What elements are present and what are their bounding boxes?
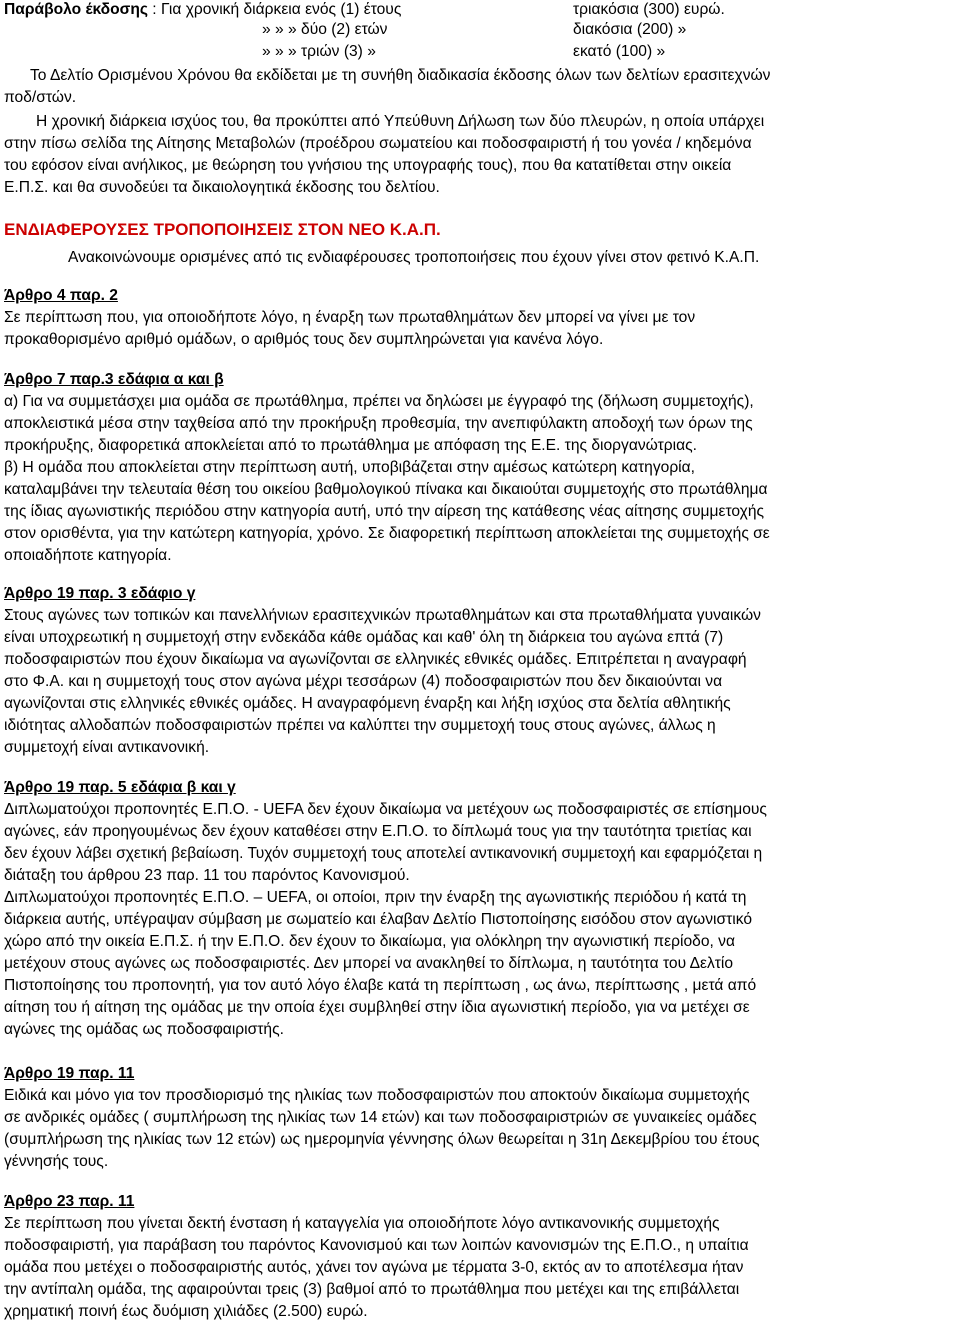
paragraph-line: αγώνες, εάν προηγουμένως δεν έχουν καταθέσει στην Ε.Π.Ο. το δίπλωμά τους για την ταυτότητα τριετίας και	[4, 823, 752, 840]
paragraph-line: ποδ/στών.	[4, 89, 77, 106]
paragraph-line: είναι υποχρεωτική η συμμετοχή στην ενδεκάδα κάθε ομάδας και καθ' όλη τη διάρκεια του αγώνα επτά (7)	[4, 629, 724, 646]
paragraph-line: στον ορισθέντα, για την κατώτερη κατηγορία, χρόνο. Σε διαφορετική περίπτωση αποκλείεται της συμμετοχής σε	[4, 525, 770, 542]
paragraph-line: δεν έχουν λάβει σχετική βεβαίωση. Τυχόν συμμετοχή τους αποτελεί αντικανονική συμμετοχή και εφαρμόζεται η	[4, 845, 763, 862]
paragraph-line: β) Η ομάδα που αποκλείεται στην περίπτωση αυτή, υποβιβάζεται στην αμέσως κατώτερη κατηγορία,	[4, 459, 695, 476]
paragraph-line: Σε περίπτωση που, για οποιοδήποτε λόγο, η έναρξη των πρωταθλημάτων δεν μπορεί να γίνει με τον	[4, 309, 696, 326]
paragraph-line: αγώνες της ομάδας ως ποδοσφαιριστής.	[4, 1021, 284, 1038]
article-title: Άρθρο 19 παρ. 11	[4, 1065, 135, 1082]
fee-row-1	[4, 0, 401, 20]
fee-row-2: » » » δύο (2) ετών	[262, 21, 388, 38]
paragraph-line: του εφόσον είναι ανήλικος, με θεώρηση του γνήσιου της υπογραφής τους), που θα κατατίθεται στην οικεία	[4, 157, 732, 174]
article-title: Άρθρο 19 παρ. 5 εδάφια β και γ	[4, 779, 236, 796]
article-title: Άρθρο 7 παρ.3 εδάφια α και β	[4, 371, 224, 388]
article-title: Άρθρο 19 παρ. 3 εδάφιο γ	[4, 585, 196, 602]
paragraph-line: στην πίσω σελίδα της Αίτησης Μεταβολών (προέδρου σωματείου και ποδοσφαιριστή ή του γονέα / κηδεμόνα	[4, 135, 752, 152]
paragraph-line: α) Για να συμμετάσχει μια ομάδα σε πρωτάθλημα, πρέπει να δηλώσει με έγγραφό της (δήλωση συμμετοχής),	[4, 393, 754, 410]
paragraph-line: Ειδικά και μόνο για τον προσδιορισμό της ηλικίας των ποδοσφαιριστών που αποκτούν δικαίωμα συμμετοχής	[4, 1087, 750, 1104]
paragraph-line: Ε.Π.Σ. και θα συνοδεύει τα δικαιολογητικά έκδοσης του δελτίου.	[4, 179, 440, 196]
paragraph-line: Διπλωματούχοι προπονητές Ε.Π.Ο. – UEFA, οι οποίοι, πριν την έναρξη της αγωνιστικής περιόδου ή κατά τη	[4, 889, 747, 906]
paragraph-line: διάταξη του άρθρου 23 παρ. 11 του παρόντος Κανονισμού.	[4, 867, 410, 884]
fee-amount-3: εκατό (100) »	[573, 43, 666, 60]
paragraph-line: ιδιότητας αλλοδαπών ποδοσφαιριστών πρέπει να καλύπτει την συμμετοχή τους στους αγώνες, άλλως η	[4, 717, 716, 734]
paragraph-line: στο Φ.Α. και η συμμετοχή τους στον αγώνα μέχρι τεσσάρων (4) ποδοσφαιριστών που δεν δικαιούνται να	[4, 673, 723, 690]
fee-row-3: » » » τριών (3) »	[262, 43, 376, 60]
paragraph-line: Η χρονική διάρκεια ισχύος του, θα προκύπτει από Υπεύθυνη Δήλωση των δύο πλευρών, η οποία υπάρχει	[36, 113, 765, 130]
paragraph-line: αίτηση του ή αίτηση της ομάδας με την οποία έχει συμβληθεί στην ίδια αγωνιστική περίοδο, για να μετέχει σε	[4, 999, 750, 1016]
fee-amount-1: τριακόσια (300) ευρώ.	[573, 1, 725, 18]
fee-text: : Για χρονική διάρκεια ενός (1) έτους	[147, 1, 402, 18]
section-subheading: Ανακοινώνουμε ορισμένες από τις ενδιαφέρουσες τροποποιήσεις που έχουν γίνει στον φετινό Κ.Α.Π.	[68, 249, 760, 266]
paragraph-line: (συμπλήρωση της ηλικίας των 12 ετών) ως ημερομηνία γέννησης όλων θεωρείται η 31η Δεκεμβρίου του έτους	[4, 1131, 760, 1148]
paragraph-line: διάρκεια αυτής, υπέγραψαν σύμβαση με σωματείο και έλαβαν Δελτίο Πιστοποίησης εισόδου στον αγωνιστικό	[4, 911, 753, 928]
article-title: Άρθρο 4 παρ. 2	[4, 287, 118, 304]
paragraph-line: την αντίπαλη ομάδα, της αφαιρούνται τρεις (3) βαθμοί από το πρωτάθλημα που μετέχει και της επιβάλλεται	[4, 1281, 740, 1298]
paragraph-line: προκαθορισμένο αριθμό ομάδων, ο αριθμός τους δεν συμπληρώνεται για κανένα λόγο.	[4, 331, 604, 348]
paragraph-line: Σε περίπτωση που γίνεται δεκτή ένσταση ή καταγγελία για οποιοδήποτε λόγο αντικανονικής συμμετοχής	[4, 1215, 720, 1232]
paragraph-line: προκήρυξης, διαφορετικά αποκλείεται από το πρωτάθλημα με απόφαση της Ε.Ε. της διοργανώτριας.	[4, 437, 697, 454]
paragraph-line: ποδοσφαιριστών που έχουν δικαίωμα να αγωνίζονται σε ελληνικές εθνικές ομάδες. Επιτρέπεται η αναγραφή	[4, 651, 747, 668]
paragraph-line: μετέχουν στους αγώνες ως ποδοσφαιριστές. Δεν μπορεί να ανακληθεί το δίπλωμα, η ταυτότητα του Δελτίο	[4, 955, 734, 972]
paragraph-line: συμμετοχή είναι αντικανονική.	[4, 739, 210, 756]
paragraph-line: ομάδα που μετέχει ο ποδοσφαιριστής αυτός, χάνει τον αγώνα με τέρματα 3-0, εκτός αν το αποτέλεσμα ήταν	[4, 1259, 744, 1276]
paragraph-line: σε ανδρικές ομάδες ( συμπλήρωση της ηλικίας των 14 ετών) και των ποδοσφαιριστριών σε γυναικείες ομάδες	[4, 1109, 757, 1126]
paragraph-line: γέννησής τους.	[4, 1153, 109, 1170]
paragraph-line: Στους αγώνες των τοπικών και πανελλήνιων ερασιτεχνικών πρωταθλημάτων και στα πρωταθλήματα γυναικών	[4, 607, 761, 624]
paragraph-line: Το Δελτίο Ορισμένου Χρόνου θα εκδίδεται με τη συνήθη διαδικασία έκδοσης όλων των δελτίων ερασιτεχνών	[30, 67, 771, 84]
paragraph-line: οποιαδήποτε κατηγορία.	[4, 547, 172, 564]
article-title: Άρθρο 23 παρ. 11	[4, 1193, 135, 1210]
paragraph-line: αποκλειστικά μέσα στην ταχθείσα από την προκήρυξη προθεσμία, την ανεπιφύλακτη αποδοχή των όρων της	[4, 415, 753, 432]
paragraph-line: της ίδιας αγωνιστικής περιόδου στην κατηγορία αυτή, υπό την αίρεση της κατάθεσης νέας αίτησης συμμετοχής	[4, 503, 765, 520]
paragraph-line: χρηματική ποινή έως δυόμιση χιλιάδες (2.500) ευρώ.	[4, 1303, 368, 1320]
paragraph-line: καταλαμβάνει την τελευταία θέση του οικείου βαθμολογικού πίνακα και δικαιούται συμμετοχής στο πρωτάθλημα	[4, 481, 768, 498]
paragraph-line: αγωνίζονται στις ελληνικές εθνικές ομάδες. Η αναγραφόμενη έναρξη και λήξη ισχύος στα δελτία αθλητικής	[4, 695, 731, 712]
fee-amount-2: διακόσια (200) »	[573, 21, 687, 38]
paragraph-line: Πιστοποίησης του προπονητή, για τον αυτό λόγο έλαβε κατά τη περίπτωση , ως άνω, περίπτωσης , μετά από	[4, 977, 757, 994]
paragraph-line: χώρο από την οικεία Ε.Π.Σ. ή την Ε.Π.Ο. δεν έχουν το δικαίωμα, για ολόκληρη την αγωνιστική περίοδο, να	[4, 933, 735, 950]
paragraph-line: Διπλωματούχοι προπονητές Ε.Π.Ο. - UEFA δεν έχουν δικαίωμα να μετέχουν ως ποδοσφαιριστές σε επίσημους	[4, 801, 767, 818]
paragraph-line: ποδοσφαιριστή, για παράβαση του παρόντος Κανονισμού και των λοιπών κανονισμών της Ε.Π.Ο., η υπαίτια	[4, 1237, 749, 1254]
section-heading: ΕΝΔΙΑΦΕΡΟΥΣΕΣ ΤΡΟΠΟΠΟΙΗΣΕΙΣ ΣΤΟΝ ΝΕΟ Κ.Α.Π.	[4, 220, 441, 239]
fee-label: Παράβολο έκδοσης	[4, 1, 148, 18]
